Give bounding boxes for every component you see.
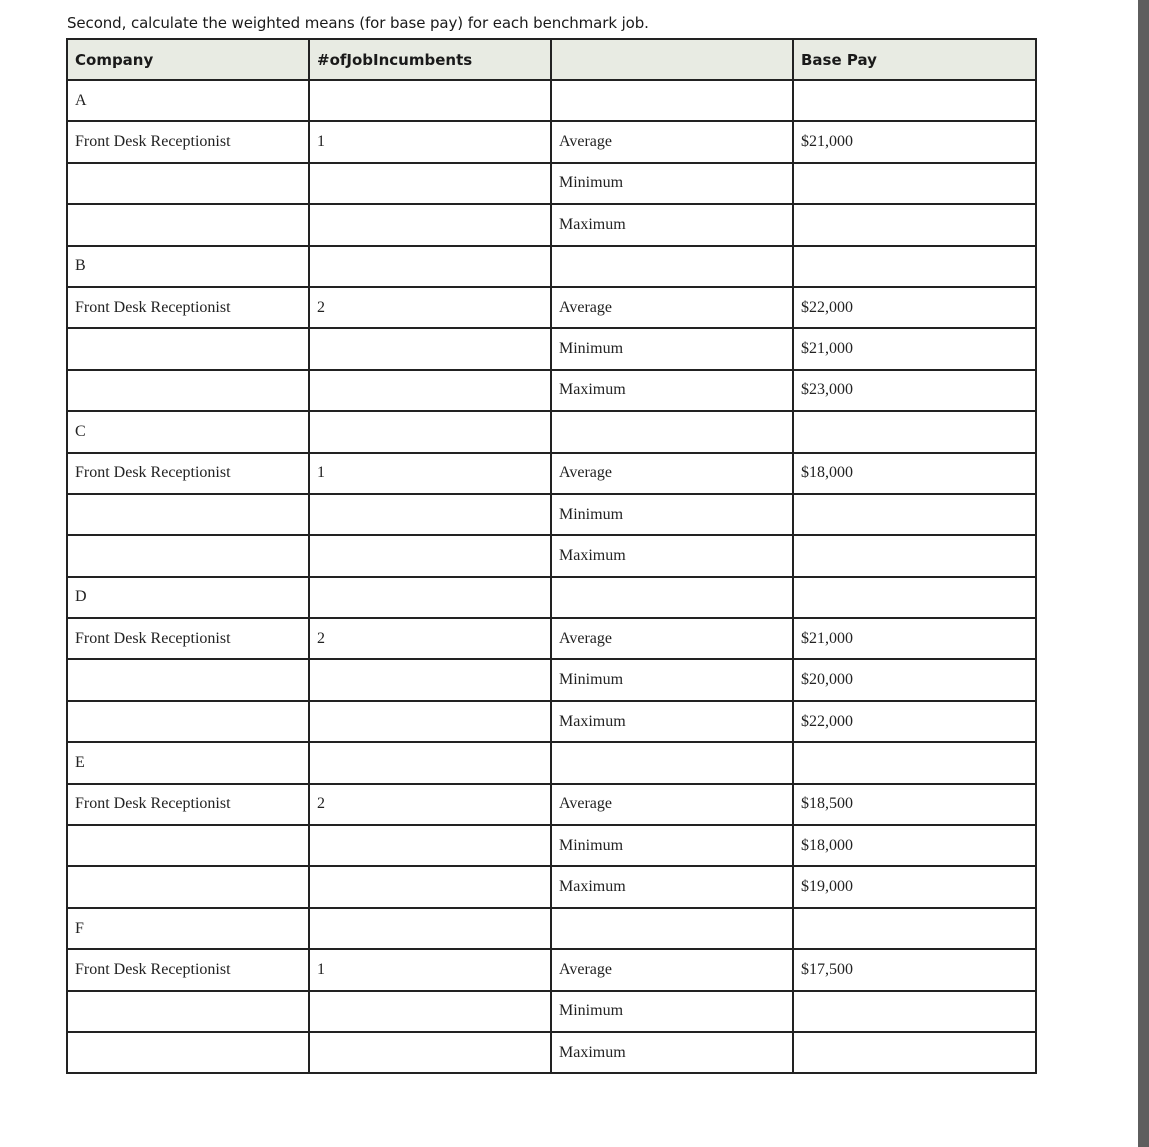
table-row [67,701,1036,742]
cell-statistic: Minimum [551,163,793,204]
benchmark-pay-table [66,38,1037,1074]
table-row [67,370,1036,411]
cell-company: Front Desk Receptionist [67,618,309,659]
cell-statistic: Minimum [551,659,793,700]
instruction-text: Second, calculate the weighted means (for base pay) for each benchmark job. [67,14,649,32]
cell-company: F [67,908,309,949]
cell-job-incumbents: 2 [309,784,551,825]
cell-company: D [67,577,309,618]
cell-statistic: Maximum [551,701,793,742]
cell-base-pay: $22,000 [793,701,1036,742]
cell-job-incumbents [309,246,551,287]
cell-job-incumbents: 1 [309,949,551,990]
cell-statistic [551,80,793,121]
cell-job-incumbents [309,494,551,535]
cell-base-pay [793,494,1036,535]
cell-statistic: Average [551,618,793,659]
header-job-incumbents: #ofJobIncumbents [309,39,551,80]
cell-company: E [67,742,309,783]
cell-base-pay [793,742,1036,783]
header-company: Company [67,39,309,80]
table-row [67,618,1036,659]
table-row [67,453,1036,494]
cell-company [67,163,309,204]
cell-company: Front Desk Receptionist [67,784,309,825]
cell-company: Front Desk Receptionist [67,949,309,990]
cell-job-incumbents [309,577,551,618]
cell-job-incumbents [309,80,551,121]
cell-base-pay: $21,000 [793,121,1036,162]
cell-job-incumbents [309,370,551,411]
cell-job-incumbents: 2 [309,618,551,659]
cell-company: Front Desk Receptionist [67,287,309,328]
cell-statistic: Minimum [551,328,793,369]
cell-statistic: Minimum [551,494,793,535]
cell-company [67,1032,309,1073]
header-statistic [551,39,793,80]
cell-company: Front Desk Receptionist [67,453,309,494]
table-header-row [67,39,1036,80]
table-row [67,577,1036,618]
table-row [67,246,1036,287]
table-row [67,204,1036,245]
cell-base-pay: $18,500 [793,784,1036,825]
table-row [67,163,1036,204]
cell-statistic: Average [551,784,793,825]
cell-company [67,494,309,535]
cell-job-incumbents [309,701,551,742]
cell-company [67,991,309,1032]
cell-statistic: Average [551,453,793,494]
cell-statistic: Average [551,949,793,990]
cell-company [67,370,309,411]
cell-base-pay [793,577,1036,618]
window-edge-bar [1138,0,1149,1147]
cell-company [67,328,309,369]
cell-base-pay: $20,000 [793,659,1036,700]
cell-job-incumbents [309,825,551,866]
table-row [67,494,1036,535]
cell-company [67,866,309,907]
cell-statistic [551,908,793,949]
table-row [67,908,1036,949]
cell-statistic: Minimum [551,991,793,1032]
table-row [67,80,1036,121]
cell-base-pay: $18,000 [793,453,1036,494]
cell-company: A [67,80,309,121]
cell-base-pay: $18,000 [793,825,1036,866]
cell-company [67,535,309,576]
cell-statistic: Maximum [551,1032,793,1073]
cell-company: Front Desk Receptionist [67,121,309,162]
table-row [67,949,1036,990]
cell-base-pay: $22,000 [793,287,1036,328]
table-row [67,742,1036,783]
cell-job-incumbents [309,908,551,949]
table-row [67,411,1036,452]
cell-statistic [551,742,793,783]
table-row [67,784,1036,825]
cell-company [67,659,309,700]
cell-statistic: Minimum [551,825,793,866]
table-row [67,659,1036,700]
table-row [67,328,1036,369]
cell-statistic [551,577,793,618]
cell-company: B [67,246,309,287]
cell-job-incumbents: 2 [309,287,551,328]
cell-job-incumbents [309,991,551,1032]
cell-statistic [551,411,793,452]
cell-base-pay: $21,000 [793,328,1036,369]
cell-statistic: Maximum [551,370,793,411]
cell-statistic: Maximum [551,866,793,907]
cell-statistic: Maximum [551,204,793,245]
cell-base-pay: $21,000 [793,618,1036,659]
cell-job-incumbents [309,866,551,907]
cell-base-pay [793,991,1036,1032]
cell-job-incumbents [309,1032,551,1073]
table-row [67,121,1036,162]
cell-job-incumbents [309,742,551,783]
cell-base-pay [793,80,1036,121]
table-row [67,866,1036,907]
cell-statistic: Average [551,121,793,162]
cell-company [67,204,309,245]
header-base-pay: Base Pay [793,39,1036,80]
cell-company [67,825,309,866]
table-body [67,80,1036,1073]
table-row [67,991,1036,1032]
cell-base-pay: $17,500 [793,949,1036,990]
cell-base-pay [793,163,1036,204]
cell-statistic: Average [551,287,793,328]
cell-base-pay: $23,000 [793,370,1036,411]
table-row [67,825,1036,866]
cell-job-incumbents [309,659,551,700]
table-row [67,535,1036,576]
cell-base-pay [793,535,1036,576]
cell-job-incumbents [309,204,551,245]
cell-base-pay: $19,000 [793,866,1036,907]
table-row [67,287,1036,328]
table-row [67,1032,1036,1073]
cell-base-pay [793,411,1036,452]
cell-job-incumbents [309,411,551,452]
cell-job-incumbents [309,535,551,576]
cell-job-incumbents [309,328,551,369]
cell-base-pay [793,246,1036,287]
cell-job-incumbents: 1 [309,121,551,162]
cell-job-incumbents: 1 [309,453,551,494]
cell-job-incumbents [309,163,551,204]
cell-company [67,701,309,742]
cell-statistic [551,246,793,287]
cell-base-pay [793,1032,1036,1073]
cell-base-pay [793,204,1036,245]
cell-statistic: Maximum [551,535,793,576]
cell-base-pay [793,908,1036,949]
cell-company: C [67,411,309,452]
